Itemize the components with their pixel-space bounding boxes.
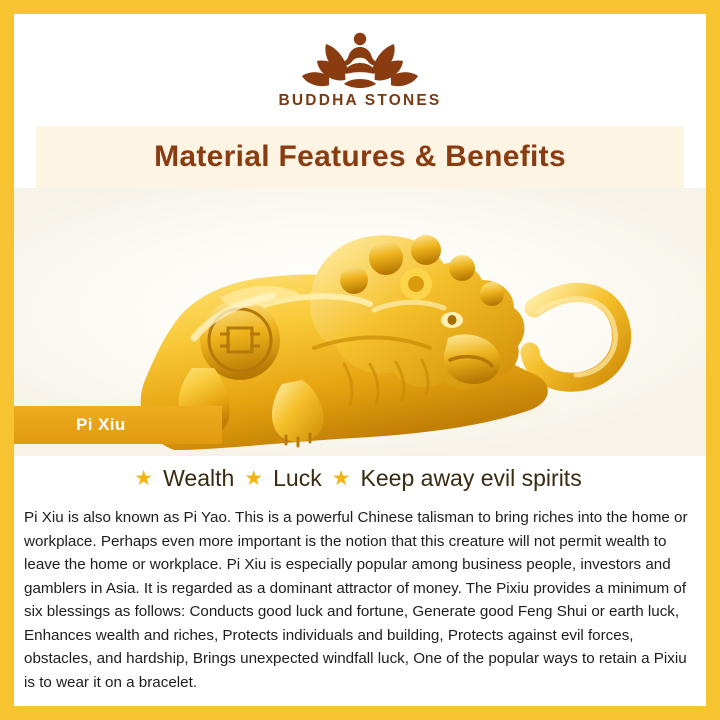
poster-inner-frame — [14, 14, 706, 706]
brand-header — [14, 14, 706, 126]
benefit-item-evil-spirits: Keep away evil spirits — [360, 464, 582, 491]
description-paragraph: Pi Xiu is also known as Pi Yao. This is a powerful Chinese talisman to bring riches into the home or workplace. Perhaps even more important is the notion that this creature will not permit wealth to leave the home or workplace. Pi Xiu is especially popular among business people, investors and gamblers in Asia. It is regarded as a dominant attractor of money. The Pixiu provides a minimum of six blessings as follows: Conducts good luck and fortune, Generate good Feng Shui or earth luck, Enhances wealth and riches, Protects individuals and building, Protects against evil forces, obstacles, and hardship, Brings unexpected windfall luck, One of the popular ways to retain a Pixiu is to wear it on a bracelet. — [24, 509, 688, 691]
benefits-row — [14, 456, 706, 500]
image-caption — [14, 406, 222, 444]
star-icon: ★ — [331, 466, 351, 490]
image-caption-label: Pi Xiu — [76, 415, 126, 434]
star-icon: ★ — [244, 466, 264, 490]
star-icon: ★ — [134, 466, 154, 490]
title-band — [14, 126, 706, 188]
lotus-meditation-icon — [285, 26, 435, 90]
band-notch-right — [684, 126, 706, 188]
brand-name: BUDDHA STONES — [278, 92, 442, 109]
page-title: Material Features & Benefits — [154, 140, 566, 173]
benefit-item-luck: Luck — [273, 464, 322, 491]
band-notch-left — [14, 126, 36, 188]
benefit-item-wealth: Wealth — [163, 464, 235, 491]
